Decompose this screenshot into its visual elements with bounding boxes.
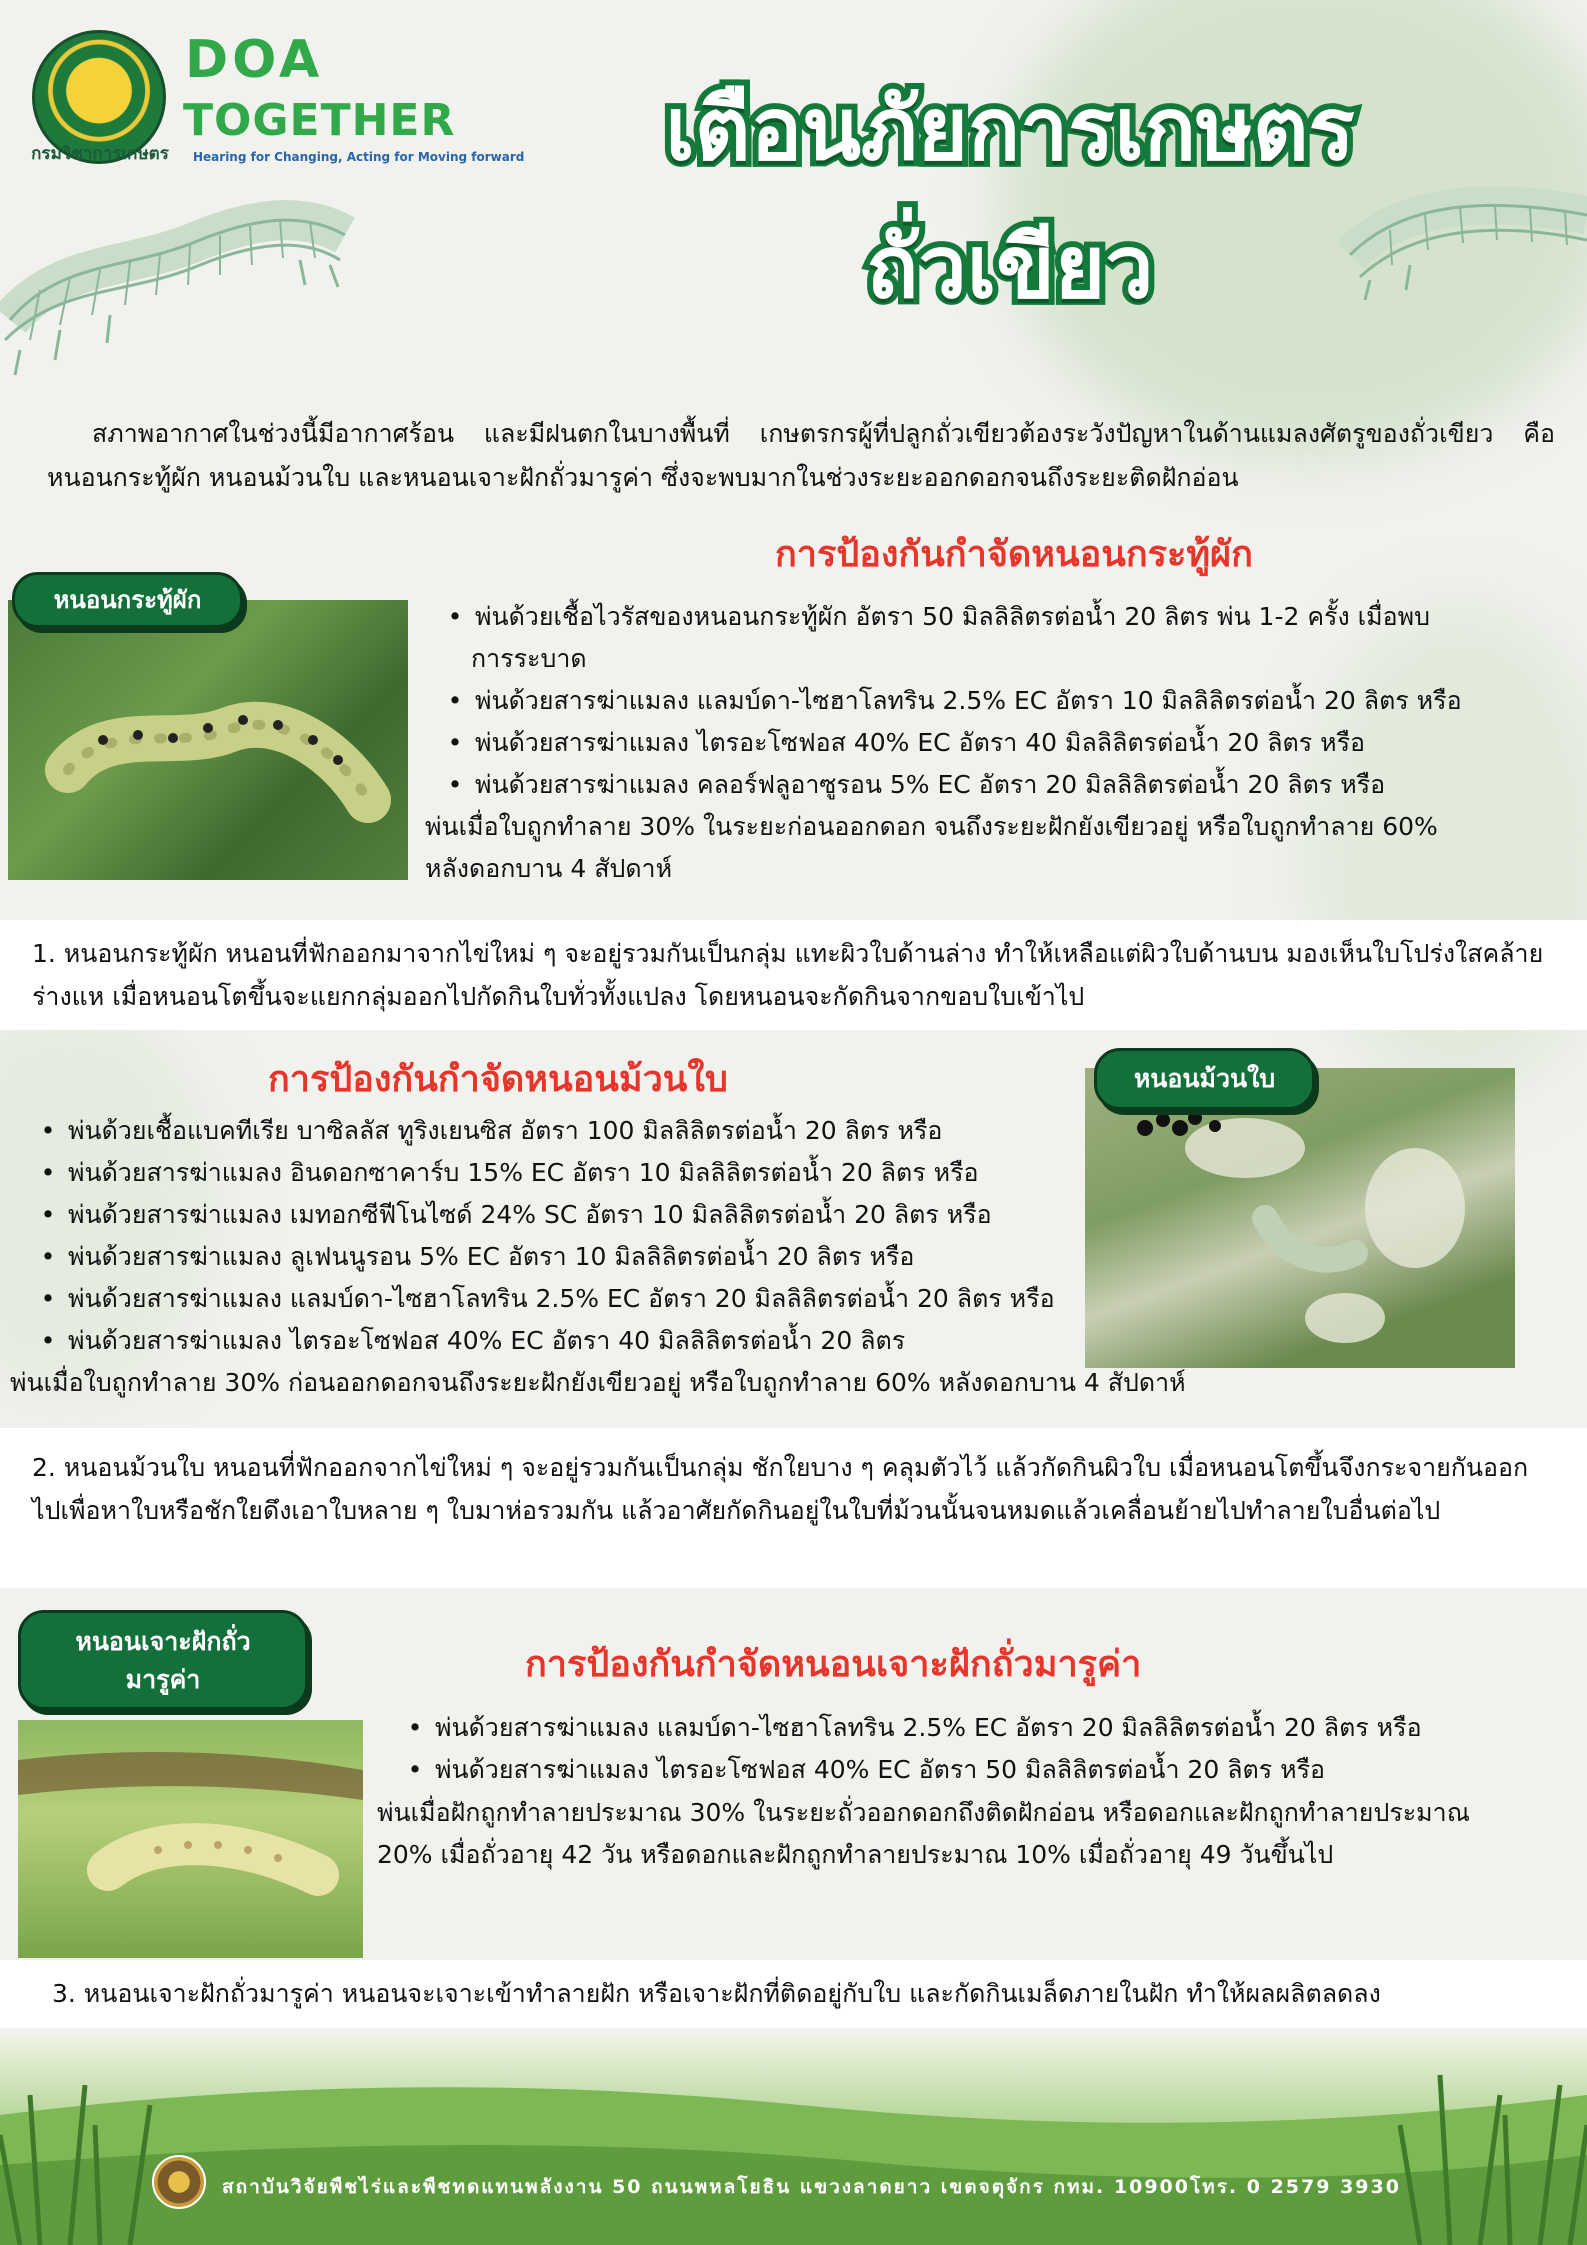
institute-logo-icon — [152, 2155, 206, 2209]
leafroller-label: หนอนม้วนใบ — [1094, 1048, 1315, 1110]
list-item: • พ่นด้วยสารฆ่าแมลง คลอร์ฟลูอาซูรอน 5% EC อัตรา 20 มิลลิลิตรต่อน้ำ 20 ลิตร หรือ — [435, 764, 1462, 806]
list-item: • พ่นด้วยสารฆ่าแมลง เมทอกซีฟีโนไซด์ 24% SC อัตรา 10 มิลลิลิตรต่อน้ำ 20 ลิตร หรือ — [28, 1194, 1186, 1236]
caterpillar-illustration — [0, 190, 360, 400]
pod-borer-label-line: หนอนเจาะฝักถั่ว — [75, 1627, 251, 1656]
section2-bullets — [10, 1110, 1186, 1404]
section3-tail-line: 20% เมื่อถั่วอายุ 42 วัน หรือดอกและฝักถูกทำลายประมาณ 10% เมื่อถั่วอายุ 49 วันขึ้นไป — [377, 1840, 1334, 1869]
list-item: • พ่นด้วยสารฆ่าแมลง แลมบ์ดา-ไซฮาโลทริน 2.5% EC อัตรา 10 มิลลิลิตรต่อน้ำ 20 ลิตร หรือ — [435, 680, 1462, 722]
section3-heading: การป้องกันกำจัดหนอนเจาะฝักถั่วมารูค่า — [525, 1644, 1142, 1685]
list-item: • พ่นด้วยสารฆ่าแมลง ไตรอะโซฟอส 40% EC อัตรา 50 มิลลิลิตรต่อน้ำ 20 ลิตร หรือ — [395, 1749, 1422, 1791]
section1-tail — [425, 806, 1438, 890]
section3-tail — [377, 1792, 1470, 1876]
section1-bullets — [435, 596, 1462, 806]
section3-note: 3. หนอนเจาะฝักถั่วมารูค่า หนอนจะเจาะเข้าทำลายฝัก หรือเจาะฝักที่ติดอยู่กับใบ และกัดกินเมล็ดภายในฝัก ทำให้ผลผลิตลดลง — [0, 1960, 1587, 2028]
footer-address: สถาบันวิจัยพืชไร่และพืชทดแทนพลังงาน 50 ถนนพหลโยธิน แขวงลาดยาว เขตจตุจักร กทม. 10900โทร. 0 2579 3930 — [222, 2176, 1401, 2198]
footer-grass — [0, 2035, 1587, 2245]
page-subtitle: ถั่วเขียว — [866, 218, 1154, 318]
armyworm-photo — [8, 600, 408, 880]
section2-tail: พ่นเมื่อใบถูกทำลาย 30% ก่อนออกดอกจนถึงระยะฝักยังเขียวอยู่ หรือใบถูกทำลาย 60% หลังดอกบาน 4 สัปดาห์ — [10, 1368, 1186, 1397]
doa-logo-word: DOA — [185, 30, 324, 90]
list-item: • พ่นด้วยสารฆ่าแมลง แลมบ์ดา-ไซฮาโลทริน 2.5% EC อัตรา 20 มิลลิลิตรต่อน้ำ 20 ลิตร หรือ — [28, 1278, 1186, 1320]
doa-logo-tagline: Hearing for Changing, Acting for Moving forward — [193, 150, 525, 164]
list-item: • พ่นด้วยเชื้อแบคทีเรีย บาซิลลัส ทูริงเยนซิส อัตรา 100 มิลลิลิตรต่อน้ำ 20 ลิตร หรือ — [28, 1110, 1186, 1152]
pod-borer-label-line: มารูค่า — [125, 1665, 201, 1694]
doa-logo-together: TOGETHER — [183, 95, 456, 146]
list-item: • พ่นด้วยสารฆ่าแมลง ไตรอะโซฟอส 40% EC อัตรา 40 มิลลิลิตรต่อน้ำ 20 ลิตร — [28, 1320, 1186, 1362]
pod-borer-photo — [18, 1720, 363, 1958]
section3-tail-line: พ่นเมื่อฝักถูกทำลายประมาณ 30% ในระยะถั่วออกดอกถึงติดฝักอ่อน หรือดอกและฝักถูกทำลายประมาณ — [377, 1798, 1470, 1827]
section3-bullets — [395, 1707, 1422, 1791]
intro-paragraph: สภาพอากาศในช่วงนี้มีอากาศร้อน และมีฝนตกในบางพื้นที่ เกษตรกรผู้ที่ปลูกถั่วเขียวต้องระวังปัญหาในด้านแมลงศัตรูของถั่วเขียว คือ หนอนกระทู้ผัก หนอนม้วนใบ และหนอนเจาะฝักถั่วมารูค่า ซึ่งจะพบมากในช่วงระยะออกดอกจนถึงระยะติดฝักอ่อน — [47, 419, 1555, 492]
list-item: • พ่นด้วยสารฆ่าแมลง แลมบ์ดา-ไซฮาโลทริน 2.5% EC อัตรา 20 มิลลิลิตรต่อน้ำ 20 ลิตร หรือ — [395, 1707, 1422, 1749]
list-item-continuation: การระบาด — [471, 644, 587, 673]
list-item: • พ่นด้วยสารฆ่าแมลง อินดอกซาคาร์บ 15% EC อัตรา 10 มิลลิลิตรต่อน้ำ 20 ลิตร หรือ — [28, 1152, 1186, 1194]
list-item: • พ่นด้วยสารฆ่าแมลง ลูเฟนนูรอน 5% EC อัตรา 10 มิลลิลิตรต่อน้ำ 20 ลิตร หรือ — [28, 1236, 1186, 1278]
list-item: • พ่นด้วยสารฆ่าแมลง ไตรอะโซฟอส 40% EC อัตรา 40 มิลลิลิตรต่อน้ำ 20 ลิตร หรือ — [435, 722, 1462, 764]
section1-tail-line: หลังดอกบาน 4 สัปดาห์ — [425, 854, 673, 883]
section1-tail-line: พ่นเมื่อใบถูกทำลาย 30% ในระยะก่อนออกดอก จนถึงระยะฝักยังเขียวอยู่ หรือใบถูกทำลาย 60% — [425, 812, 1438, 841]
section1-heading: การป้องกันกำจัดหนอนกระทู้ผัก — [775, 534, 1253, 575]
seal-text: กรมวิชาการเกษตร — [31, 144, 169, 164]
section2-heading: การป้องกันกำจัดหนอนม้วนใบ — [268, 1059, 728, 1100]
section2-note: 2. หนอนม้วนใบ หนอนที่ฟักออกจากไข่ใหม่ ๆ จะอยู่รวมกันเป็นกลุ่ม ชักใยบาง ๆ คลุมตัวไว้ แล้วกัดกินผิวใบ เมื่อหนอนโตขึ้นจึงกระจายกันออกไปเพื่อหาใบหรือชักใยดึงเอาใบหลาย ๆ ใบมาห่อรวมกัน แล้วอาศัยกัดกินอยู่ในใบที่ม้วนนั้นจนหมดแล้วเคลื่อนย้ายไปทำลายใบอื่นต่อไป — [0, 1428, 1587, 1588]
armyworm-label: หนอนกระทู้ผัก — [12, 572, 243, 628]
section1-note: 1. หนอนกระทู้ผัก หนอนที่ฟักออกมาจากไข่ใหม่ ๆ จะอยู่รวมกันเป็นกลุ่ม แทะผิวใบด้านล่าง ทำให้เหลือแต่ผิวใบด้านบน มองเห็นใบโปร่งใสคล้ายร่างแห เมื่อหนอนโตขึ้นจะแยกกลุ่มออกไปกัดกินใบทั่วทั้งแปลง โดยหนอนจะกัดกินจากขอบใบเข้าไป — [0, 920, 1587, 1030]
page-title: เตือนภัยการเกษตร — [665, 80, 1355, 180]
pod-borer-label — [18, 1610, 308, 1710]
list-item: • พ่นด้วยเชื้อไวรัสของหนอนกระทู้ผัก อัตรา 50 มิลลิลิตรต่อน้ำ 20 ลิตร พ่น 1-2 ครั้ง เมื่อพบ — [435, 596, 1462, 638]
